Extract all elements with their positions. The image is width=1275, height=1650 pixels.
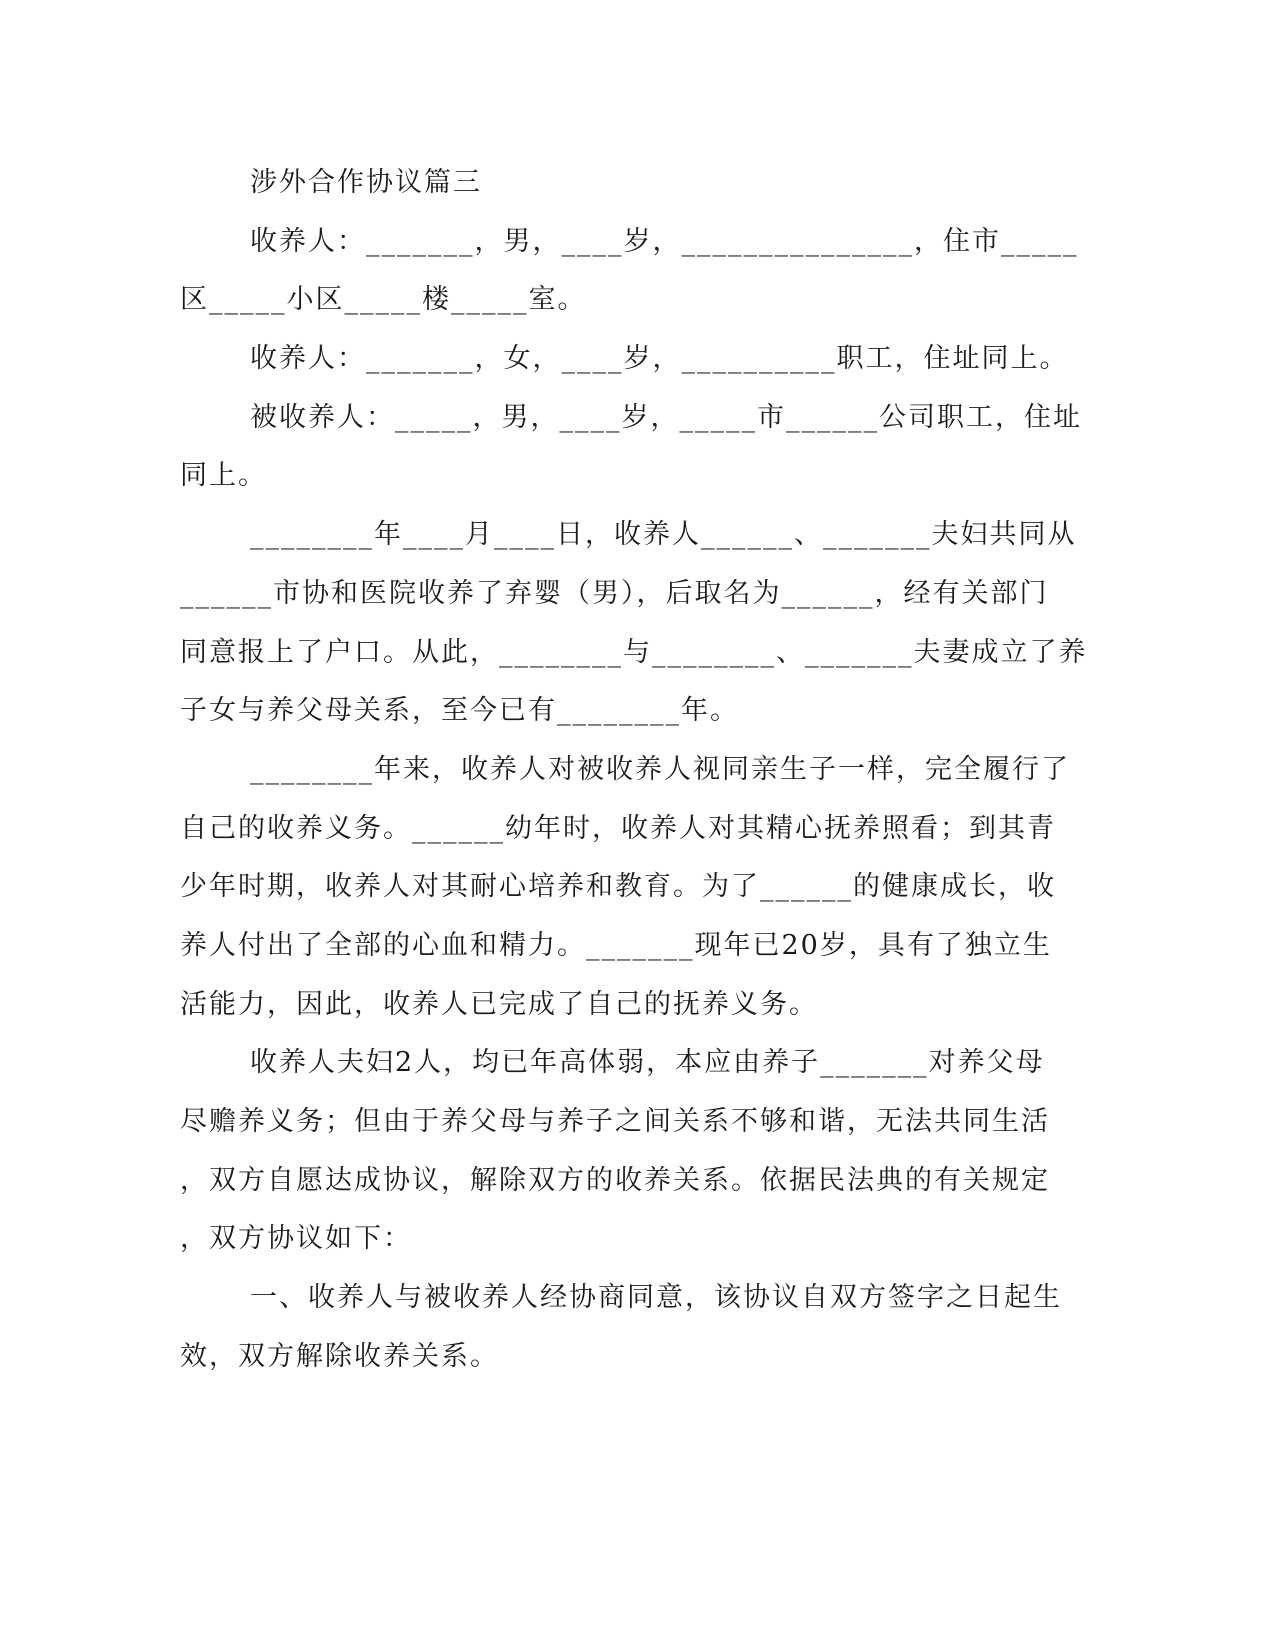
- paragraph-line: 养人付出了全部的心血和精力。_______现年已20岁，具有了独立生: [180, 930, 1052, 961]
- paragraph-line: 被收养人：_____，男，____岁，_____市______公司职工，住址: [250, 402, 1082, 433]
- paragraph-line: 自己的收养义务。______幼年时，收养人对其精心抚养照看；到其青: [180, 813, 1056, 844]
- paragraph-line: 收养人夫妇2人，均已年高体弱，本应由养子_______对养父母: [250, 1047, 1045, 1078]
- paragraph-line: 收养人：_______，男，____岁，_______________，住市_____: [250, 226, 1079, 257]
- paragraph-line: 效，双方解除收养关系。: [180, 1341, 499, 1372]
- paragraph-line: 尽赡养义务；但由于养父母与养子之间关系不够和谐，无法共同生活: [180, 1106, 1050, 1137]
- paragraph-line: 同上。: [180, 460, 267, 491]
- paragraph-line: ，双方自愿达成协议，解除双方的收养关系。依据民法典的有关规定: [180, 1165, 1050, 1196]
- document-title: 涉外合作协议篇三: [250, 167, 482, 198]
- paragraph-line: 收养人：_______，女，____岁，__________职工，住址同上。: [250, 343, 1069, 374]
- paragraph-line: ______市协和医院收养了弃婴（男），后取名为______，经有关部门: [180, 578, 1049, 609]
- paragraph-line: 一、收养人与被收养人经协商同意，该协议自双方签字之日起生: [250, 1282, 1062, 1313]
- paragraph-line: 少年时期，收养人对其耐心培养和教育。为了______的健康成长，收: [180, 871, 1056, 902]
- paragraph-line: 区_____小区_____楼_____室。: [180, 284, 587, 315]
- paragraph-line: 子女与养父母关系，至今已有________年。: [180, 695, 739, 726]
- paragraph-line: ________年来，收养人对被收养人视同亲生子一样，完全履行了: [250, 754, 1070, 785]
- paragraph-line: ________年____月____日，收养人______、_______夫妇共同从: [250, 519, 1077, 550]
- paragraph-line: 活能力，因此，收养人已完成了自己的抚养义务。: [180, 989, 818, 1020]
- paragraph-line: 同意报上了户口。从此，________与________、_______夫妻成立了养: [180, 637, 1088, 668]
- paragraph-line: ，双方协议如下：: [180, 1223, 412, 1254]
